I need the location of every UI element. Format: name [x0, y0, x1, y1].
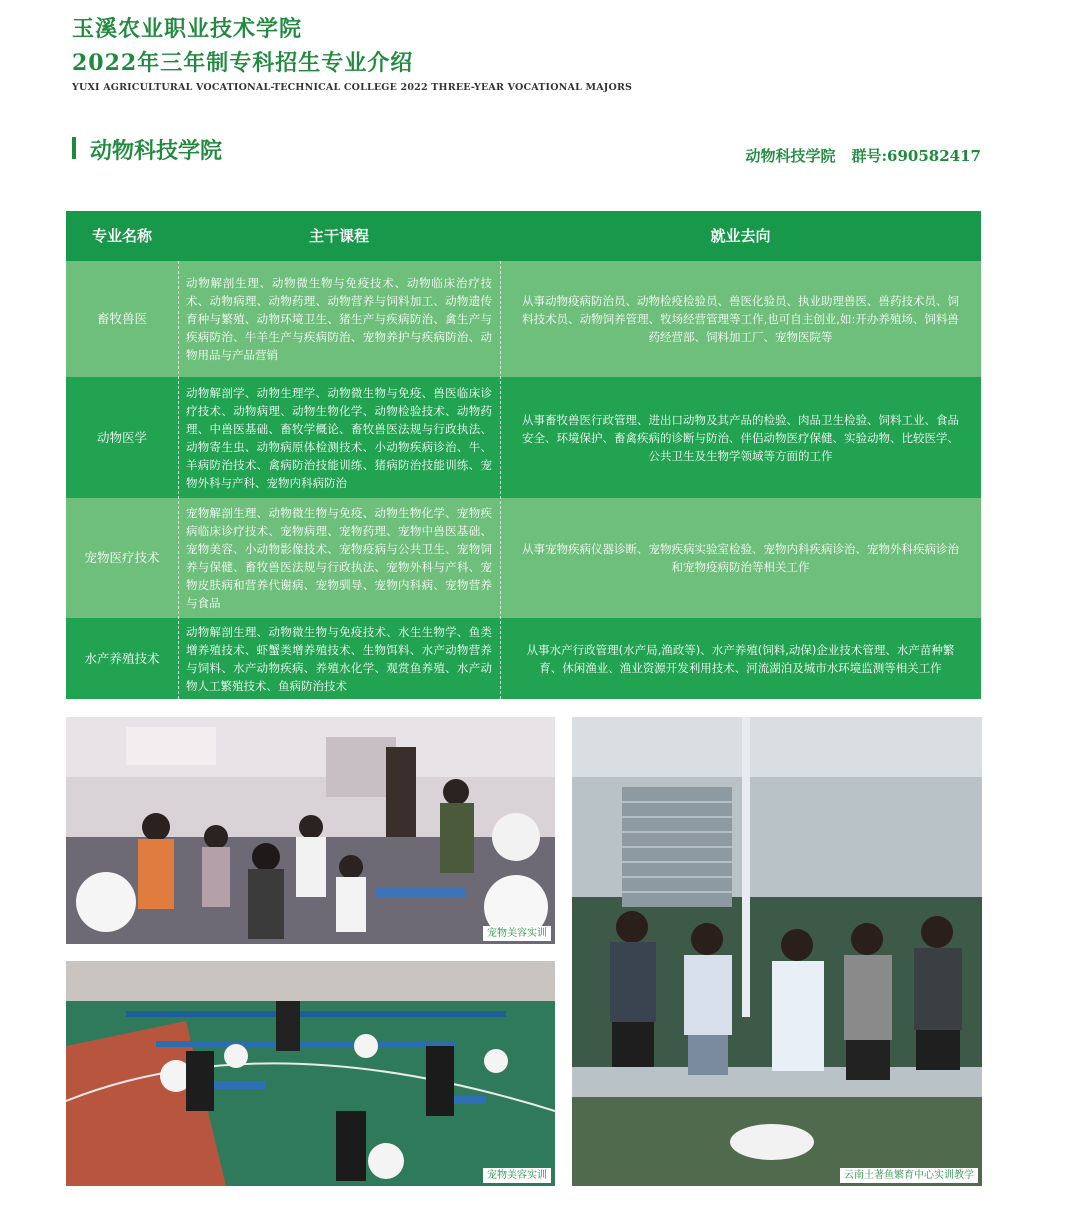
group-number: 群号:690582417 [851, 147, 981, 165]
majors-table [66, 211, 981, 699]
table-header [66, 211, 981, 261]
english-subtitle: YUXI AGRICULTURAL VOCATIONAL-TECHNICAL COLLEGE 2022 THREE-YEAR VOCATIONAL MAJORS [72, 82, 633, 93]
header-core-courses: 主干课程 [308, 227, 369, 245]
group-info [746, 145, 982, 166]
table-row [66, 618, 981, 699]
header-employment: 就业去向 [710, 227, 771, 245]
photo-caption: 宠物美容实训 [483, 1168, 551, 1183]
major-courses: 宠物解剖生理、动物微生物与免疫、动物生物化学、宠物疾病临床诊疗技术、宠物病理、宠物药理、宠物中兽医基础、宠物美容、小动物影像技术、宠物疫病与公共卫生、宠物饲养与保健、畜牧兽医法规与行政执法、宠物外科与产科、宠物皮肤病和营养代谢病、宠物驯导、宠物内科病、宠物营养与食品 [186, 506, 492, 610]
major-courses: 动物解剖生理、动物微生物与免疫技术、水生生物学、鱼类增养殖技术、虾蟹类增养殖技术、生物饵料、水产动物营养与饲料、水产动物疾病、养殖水化学、观赏鱼养殖、水产动物人工繁殖技术、鱼病防治技术 [186, 624, 492, 693]
major-courses: 动物解剖生理、动物微生物与免疫技术、动物临床治疗技术、动物病理、动物药理、动物营养与饲料加工、动物遗传育种与繁殖、动物环境卫生、猪生产与疾病防治、禽生产与疾病防治、牛羊生产与疾病防治、宠物养护与疾病防治、动物用品与产品营销 [186, 276, 492, 362]
table-row [66, 261, 981, 377]
table-row [66, 377, 981, 498]
header-major-name: 专业名称 [91, 227, 152, 245]
photo-pet-grooming-classroom [66, 717, 555, 944]
photo-fish-breeding-center [572, 717, 982, 1186]
classroom-photo-illustration [66, 717, 555, 944]
major-employment: 从事宠物疾病仪器诊断、宠物疾病实验室检验、宠物内科疾病诊治、宠物外科疾病诊治和宠物疫病防治等相关工作 [522, 542, 959, 574]
major-employment: 从事畜牧兽医行政管理、进出口动物及其产品的检验、肉品卫生检验、饲料工业、食品安全、环境保护、畜禽疾病的诊断与防治、伴侣动物医疗保健、实验动物、比较医学、公共卫生及生物学领域等方面的工作 [522, 412, 959, 463]
major-courses: 动物解剖学、动物生理学、动物微生物与免疫、兽医临床诊疗技术、动物病理、动物生物化学、动物检验技术、动物药理、中兽医基础、畜牧学概论、畜牧兽医法规与行政执法、动物寄生虫、动物病原体检测技术、小动物疾病诊治、牛、羊病防治技术、禽病防治技能训练、猪病防治技能训练、宠物外科与产科、宠物内科病防治 [186, 385, 492, 490]
fish-center-photo-illustration [572, 717, 982, 1186]
major-employment: 从事动物疫病防治员、动物检疫检验员、兽医化验员、执业助理兽医、兽药技术员、饲料技术员、动物饲养管理、牧场经营管理等工作,也可自主创业,如:开办养殖场、饲料兽药经营部、饲料加工厂、宠物医院等 [522, 294, 959, 344]
major-name: 宠物医疗技术 [84, 550, 160, 565]
photo-caption: 云南土著鱼繁育中心实训教学 [840, 1168, 978, 1183]
section-title: 动物科技学院 [90, 138, 223, 164]
gym-photo-illustration [66, 961, 555, 1186]
major-name: 水产养殖技术 [84, 650, 160, 666]
photo-pet-grooming-gym [66, 961, 555, 1186]
major-name: 动物医学 [96, 429, 147, 445]
table-row [66, 498, 981, 618]
column-divider [178, 261, 179, 699]
page-title: 2022年三年制专科招生专业介绍 [72, 50, 414, 76]
photo-caption: 宠物美容实训 [483, 926, 551, 941]
column-divider [500, 261, 501, 699]
college-name: 玉溪农业职业技术学院 [72, 16, 303, 42]
group-name: 动物科技学院 [745, 147, 836, 165]
section-accent-bar [72, 137, 76, 159]
major-name: 畜牧兽医 [96, 311, 147, 326]
major-employment: 从事水产行政管理(水产局,渔政等)、水产养殖(饲料,动保)企业技术管理、水产苗种繁育、休闲渔业、渔业资源开发利用技术、河流湖泊及城市水环境监测等相关工作 [526, 642, 955, 675]
